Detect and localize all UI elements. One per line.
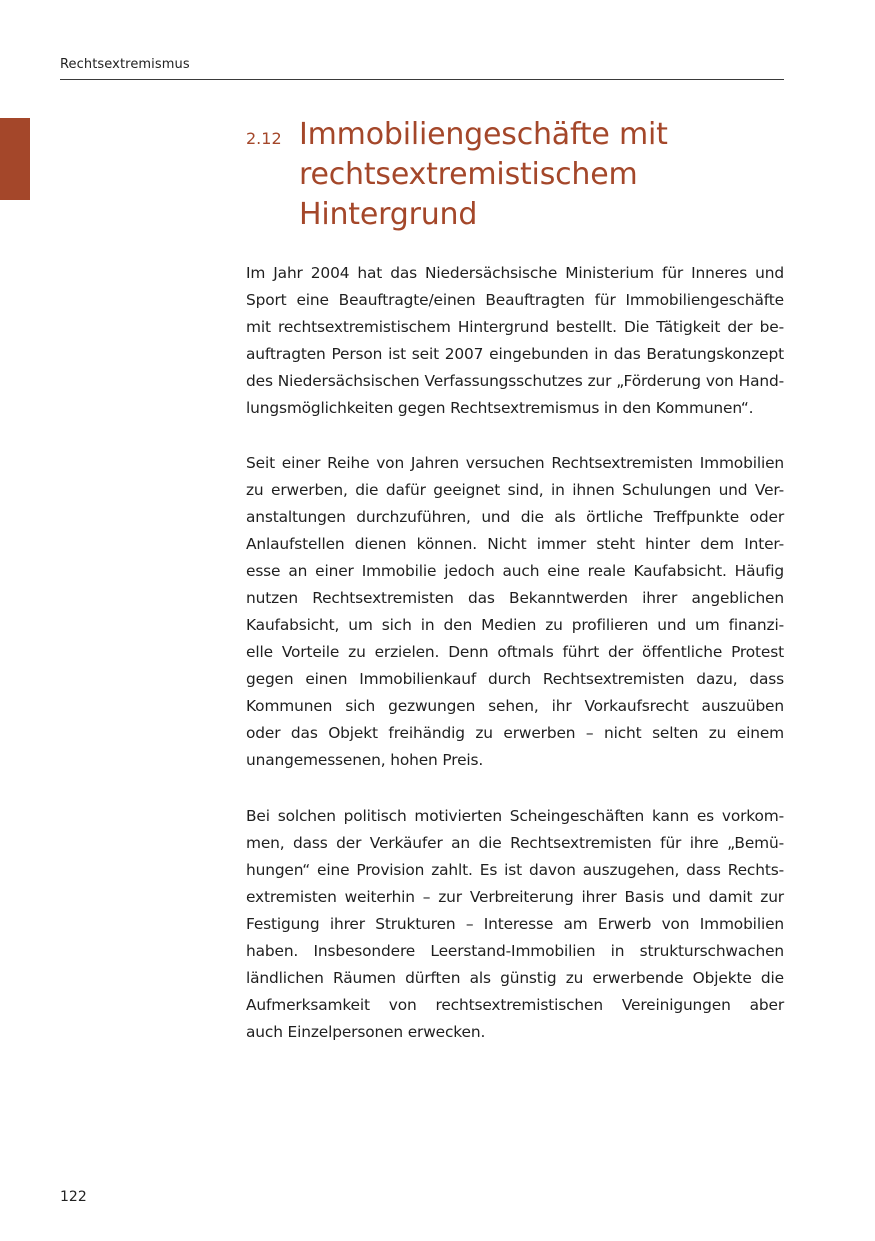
text-line: elle Vorteile zu erzielen. Denn oftmals führt der öffentliche Protest [246,643,784,661]
text-line: Kommunen sich gezwungen sehen, ihr Vorkaufsrecht auszuüben [246,697,784,715]
chapter-tab-marker [0,118,30,200]
text-line: unangemessenen, hohen Preis. [246,751,484,769]
text-line: men, dass der Verkäufer an die Rechtsextremisten für ihre „Bemü- [246,834,784,852]
text-line: ländlichen Räumen dürften als günstig zu erwerbende Objekte die [246,969,784,987]
text-line: Anlaufstellen dienen können. Nicht immer steht hinter dem Inter- [246,535,784,553]
text-line: Kaufabsicht, um sich in den Medien zu profilieren und um finanzi- [246,616,784,634]
section-number: 2.12 [246,129,282,148]
header-rule [60,79,784,80]
text-line: Aufmerksamkeit von rechtsextremistischen Vereinigungen aber [246,996,784,1014]
running-header: Rechtsextremismus [60,57,190,72]
text-line: Sport eine Beauftragte/einen Beauftragten für Immobiliengeschäfte [246,291,784,309]
text-line: oder das Objekt freihändig zu erwerben – nicht selten zu einem [246,724,784,742]
text-line: mit rechtsextremistischem Hintergrund bestellt. Die Tätigkeit der be- [246,318,784,336]
text-line: anstaltungen durchzuführen, und die als örtliche Treffpunkte oder [246,508,784,526]
text-line: hungen“ eine Provision zahlt. Es ist davon auszugehen, dass Rechts- [246,861,784,879]
paragraph-2 [246,450,784,774]
text-line: nutzen Rechtsextremisten das Bekanntwerden ihrer angeblichen [246,589,784,607]
page-number: 122 [60,1189,87,1205]
paragraph-1 [246,260,784,422]
section-title-line: Hintergrund [299,197,478,232]
text-line: haben. Insbesondere Leerstand-Immobilien in strukturschwachen [246,942,784,960]
text-line: extremisten weiterhin – zur Verbreiterung ihrer Basis und damit zur [246,888,784,906]
section-title [299,115,769,235]
text-line: des Niedersächsischen Verfassungsschutzes zur „Förderung von Hand- [246,372,784,390]
text-line: esse an einer Immobilie jedoch auch eine reale Kaufabsicht. Häufig [246,562,784,580]
text-line: Im Jahr 2004 hat das Niedersächsische Ministerium für Inneres und [246,264,784,282]
text-line: Bei solchen politisch motivierten Scheingeschäften kann es vorkom- [246,807,784,825]
text-line: Festigung ihrer Strukturen – Interesse am Erwerb von Immobilien [246,915,784,933]
text-line: auch Einzelpersonen erwecken. [246,1023,486,1041]
text-line: lungsmöglichkeiten gegen Rechtsextremismus in den Kommunen“. [246,399,754,417]
text-line: zu erwerben, die dafür geeignet sind, in ihnen Schulungen und Ver- [246,481,784,499]
text-line: auftragten Person ist seit 2007 eingebunden in das Beratungskonzept [246,345,784,363]
text-line: Seit einer Reihe von Jahren versuchen Rechtsextremisten Immobilien [246,454,784,472]
section-title-line: rechtsextremistischem [299,157,638,192]
text-line: gegen einen Immobilienkauf durch Rechtsextremisten dazu, dass [246,670,784,688]
paragraph-3 [246,803,784,1046]
section-title-line: Immobiliengeschäfte mit [299,117,668,152]
